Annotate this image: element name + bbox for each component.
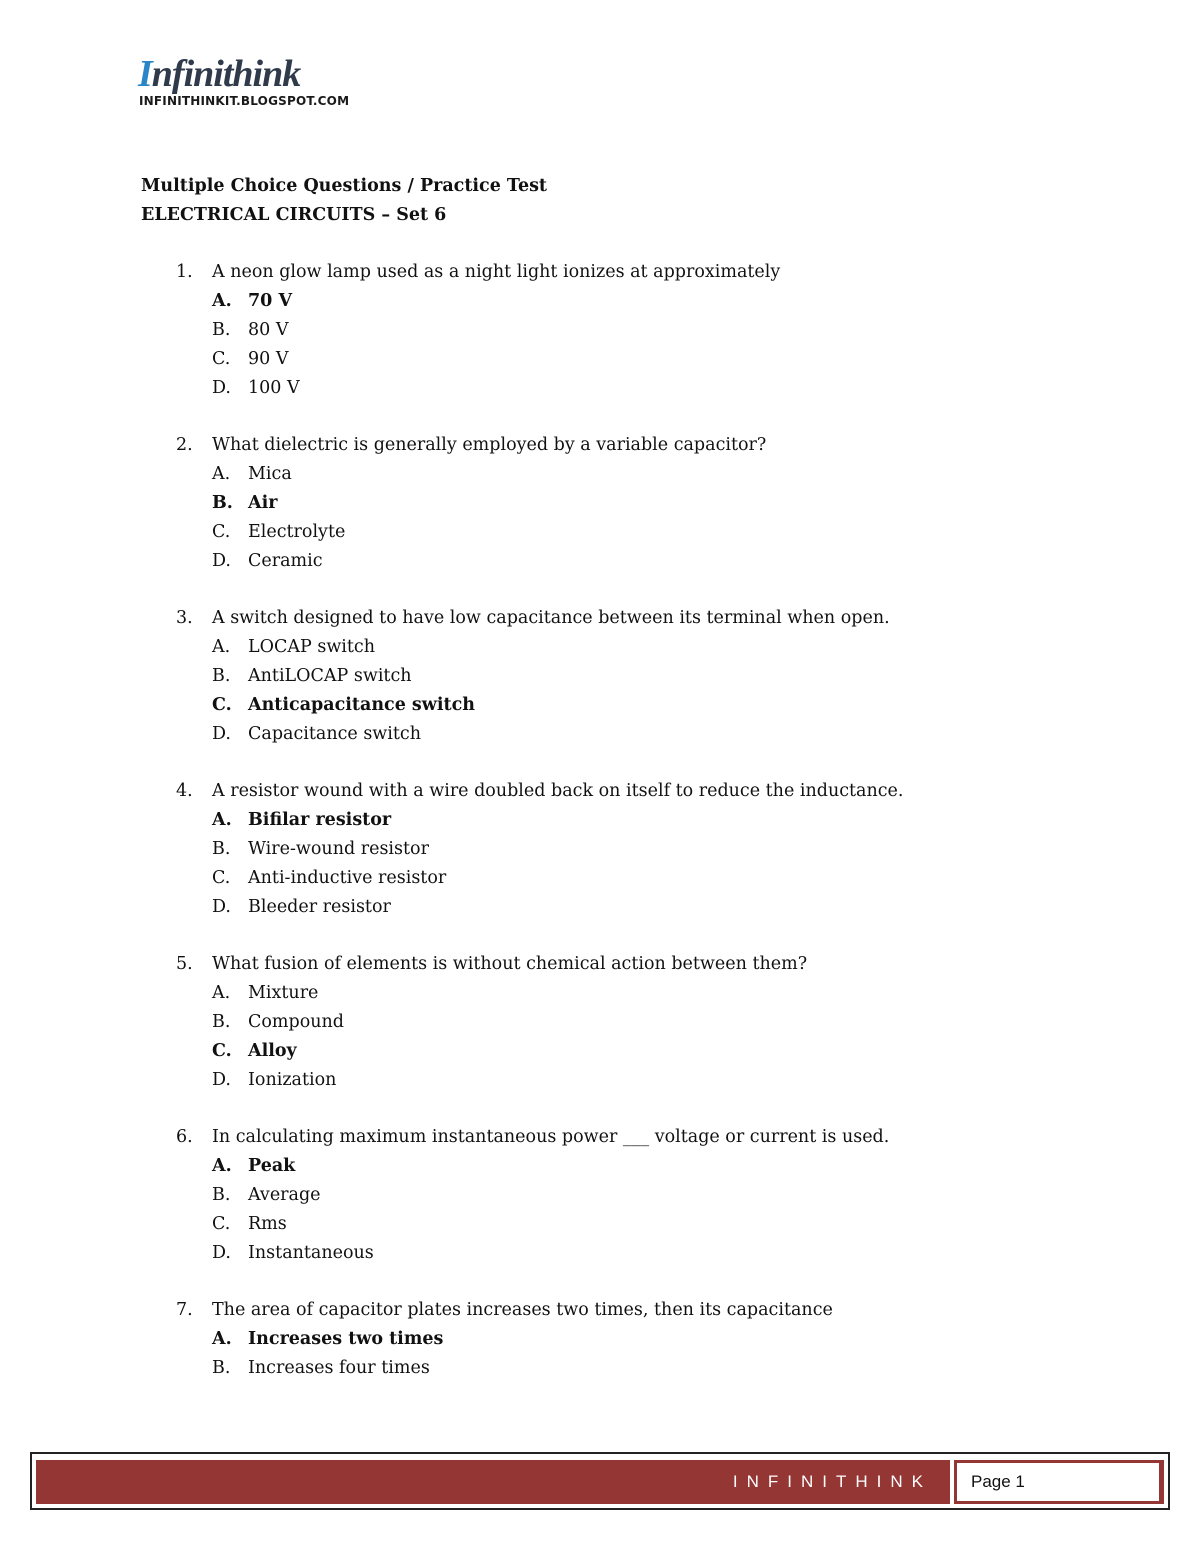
option-text: Air <box>248 493 278 513</box>
question-stem <box>176 777 1076 806</box>
page-number: Page 1 <box>956 1462 1160 1502</box>
question-stem <box>176 431 1076 460</box>
question-stem <box>176 1123 1076 1152</box>
option-b <box>176 489 1076 518</box>
question-stem <box>176 950 1076 979</box>
question-number: 1. <box>176 262 193 282</box>
footer-brand: INFINITHINK <box>732 1472 932 1491</box>
question-number: 4. <box>176 781 193 801</box>
question-6 <box>176 1123 1076 1268</box>
option-letter: C. <box>212 1214 231 1234</box>
option-text: 70 V <box>248 291 293 311</box>
option-letter: D. <box>212 1070 231 1090</box>
question-stem <box>176 1296 1076 1325</box>
option-letter: B. <box>212 1012 231 1032</box>
option-text: Wire-wound resistor <box>248 839 429 859</box>
option-letter: D. <box>212 551 231 571</box>
question-text: The area of capacitor plates increases two times, then its capacitance <box>212 1300 833 1320</box>
question-2 <box>176 431 1076 576</box>
option-letter: A. <box>212 637 231 657</box>
option-text: 100 V <box>248 378 300 398</box>
option-a <box>176 287 1076 316</box>
option-d <box>176 720 1076 749</box>
question-text: A resistor wound with a wire doubled back on itself to reduce the inductance. <box>212 781 904 801</box>
document-subtitle: ELECTRICAL CIRCUITS – Set 6 <box>141 205 447 225</box>
brand-logo <box>138 53 350 112</box>
question-stem <box>176 604 1076 633</box>
option-d <box>176 1066 1076 1095</box>
option-text: Anticapacitance switch <box>248 695 475 715</box>
option-text: Mixture <box>248 983 319 1003</box>
option-text: AntiLOCAP switch <box>248 666 412 686</box>
question-3 <box>176 604 1076 749</box>
option-b <box>176 1354 1076 1383</box>
option-c <box>176 518 1076 547</box>
option-letter: A. <box>212 464 231 484</box>
option-b <box>176 316 1076 345</box>
footer-divider <box>950 1460 954 1504</box>
option-text: 90 V <box>248 349 289 369</box>
option-letter: B. <box>212 666 231 686</box>
question-4 <box>176 777 1076 922</box>
document-header <box>141 172 547 230</box>
option-letter: A. <box>212 1156 232 1176</box>
option-text: Ionization <box>248 1070 337 1090</box>
question-number: 6. <box>176 1127 193 1147</box>
option-letter: B. <box>212 493 233 513</box>
logo-name-rest: nfinithink <box>151 53 301 95</box>
option-d <box>176 893 1076 922</box>
question-text: A switch designed to have low capacitance between its terminal when open. <box>212 608 890 628</box>
option-c <box>176 1037 1076 1066</box>
option-letter: B. <box>212 320 231 340</box>
option-d <box>176 1239 1076 1268</box>
option-text: Electrolyte <box>248 522 346 542</box>
question-number: 3. <box>176 608 193 628</box>
option-text: Bifilar resistor <box>248 810 392 830</box>
option-a <box>176 633 1076 662</box>
option-letter: C. <box>212 522 231 542</box>
question-text: A neon glow lamp used as a night light ionizes at approximately <box>212 262 781 282</box>
question-5 <box>176 950 1076 1095</box>
option-letter: D. <box>212 1243 231 1263</box>
question-number: 7. <box>176 1300 193 1320</box>
option-letter: A. <box>212 291 232 311</box>
logo-initial: I <box>138 53 152 95</box>
option-letter: D. <box>212 378 231 398</box>
logo-url: INFINITHINKIT.BLOGSPOT.COM <box>139 94 350 108</box>
option-b <box>176 662 1076 691</box>
option-text: Instantaneous <box>248 1243 374 1263</box>
option-letter: D. <box>212 724 231 744</box>
option-a <box>176 806 1076 835</box>
option-letter: B. <box>212 839 231 859</box>
option-d <box>176 547 1076 576</box>
option-d <box>176 374 1076 403</box>
option-a <box>176 979 1076 1008</box>
document-title: Multiple Choice Questions / Practice Test <box>141 176 548 196</box>
option-text: Alloy <box>248 1041 297 1061</box>
question-stem <box>176 258 1076 287</box>
option-text: Capacitance switch <box>248 724 421 744</box>
option-c <box>176 864 1076 893</box>
option-text: Bleeder resistor <box>248 897 391 917</box>
option-text: Anti-inductive resistor <box>248 868 447 888</box>
question-text: What fusion of elements is without chemical action between them? <box>212 954 808 974</box>
question-text: In calculating maximum instantaneous power ___ voltage or current is used. <box>212 1127 890 1147</box>
option-c <box>176 691 1076 720</box>
option-text: Ceramic <box>248 551 323 571</box>
question-7 <box>176 1296 1076 1383</box>
option-letter: C. <box>212 1041 232 1061</box>
option-letter: A. <box>212 1329 232 1349</box>
logo-wordmark <box>138 53 301 95</box>
option-letter: C. <box>212 349 231 369</box>
option-b <box>176 1008 1076 1037</box>
option-text: Peak <box>248 1156 296 1176</box>
option-letter: B. <box>212 1185 231 1205</box>
option-text: 80 V <box>248 320 289 340</box>
option-a <box>176 1152 1076 1181</box>
option-letter: C. <box>212 695 232 715</box>
option-text: Compound <box>248 1012 345 1032</box>
option-b <box>176 835 1076 864</box>
option-a <box>176 460 1076 489</box>
option-letter: A. <box>212 983 231 1003</box>
option-c <box>176 345 1076 374</box>
option-text: Average <box>248 1185 321 1205</box>
option-c <box>176 1210 1076 1239</box>
question-number: 2. <box>176 435 193 455</box>
option-text: Mica <box>248 464 292 484</box>
option-letter: D. <box>212 897 231 917</box>
option-text: Increases two times <box>248 1329 444 1349</box>
question-text: What dielectric is generally employed by a variable capacitor? <box>212 435 767 455</box>
option-letter: C. <box>212 868 231 888</box>
question-list <box>176 258 1076 1411</box>
option-text: Increases four times <box>248 1358 430 1378</box>
option-text: LOCAP switch <box>248 637 375 657</box>
question-number: 5. <box>176 954 193 974</box>
option-letter: B. <box>212 1358 231 1378</box>
option-text: Rms <box>248 1214 287 1234</box>
option-a <box>176 1325 1076 1354</box>
option-letter: A. <box>212 810 232 830</box>
question-1 <box>176 258 1076 403</box>
option-b <box>176 1181 1076 1210</box>
